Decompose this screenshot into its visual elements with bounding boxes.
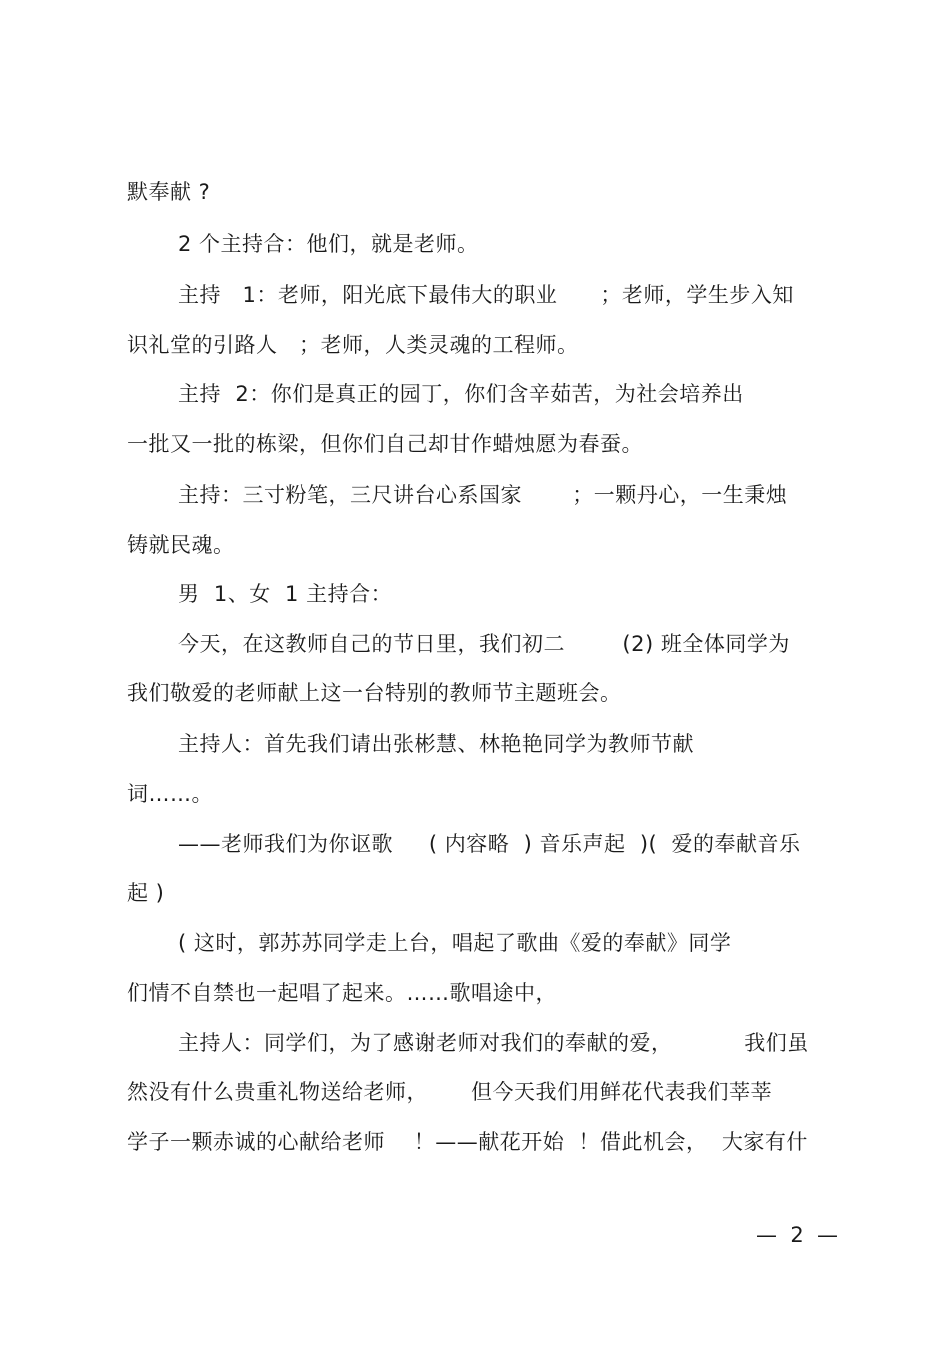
text-line: 2 个主持合：他们，就是老师。 [178, 232, 479, 256]
text-line: 然没有什么贵重礼物送给老师， 但今天我们用鲜花代表我们莘莘 [127, 1080, 773, 1104]
text-line: 们情不自禁也一起唱了起来。……歌唱途中， [127, 981, 557, 1005]
text-line: ——老师我们为你讴歌 ( 内容略 ) 音乐声起 )( 爱的奉献音乐 [178, 832, 801, 856]
text-line: 主持人：首先我们请出张彬慧、林艳艳同学为教师节献 [178, 732, 694, 756]
page-number: — 2 — [756, 1223, 839, 1247]
text-line: 默奉献 ? [127, 180, 211, 204]
text-line: 主持：三寸粉笔，三尺讲台心系国家 ；一颗丹心，一生秉烛 [178, 483, 788, 507]
text-line: 主持 1：老师，阳光底下最伟大的职业 ；老师，学生步入知 [178, 283, 794, 307]
text-line: 铸就民魂。 [127, 533, 235, 557]
text-line: 男 1、女 1 主持合： [178, 582, 393, 606]
text-line: 我们敬爱的老师献上这一台特别的教师节主题班会。 [127, 681, 622, 705]
text-line: 词……。 [127, 782, 213, 806]
text-line: 主持人：同学们，为了感谢老师对我们的奉献的爱， 我们虽 [178, 1031, 809, 1055]
text-line: 主持 2：你们是真正的园丁，你们含辛茹苦，为社会培养出 [178, 382, 744, 406]
text-line: 识礼堂的引路人 ；老师，人类灵魂的工程师。 [127, 333, 579, 357]
text-line: 今天，在这教师自己的节日里，我们初二 (2) 班全体同学为 [178, 632, 790, 656]
text-line: ( 这时，郭苏苏同学走上台，唱起了歌曲《爱的奉献》同学 [178, 931, 732, 955]
text-line: 起 ) [127, 881, 165, 905]
text-line: 一批又一批的栋梁，但你们自己却甘作蜡烛愿为春蚕。 [127, 432, 643, 456]
text-line: 学子一颗赤诚的心献给老师 ！——献花开始 ！借此机会， 大家有什 [127, 1130, 808, 1154]
